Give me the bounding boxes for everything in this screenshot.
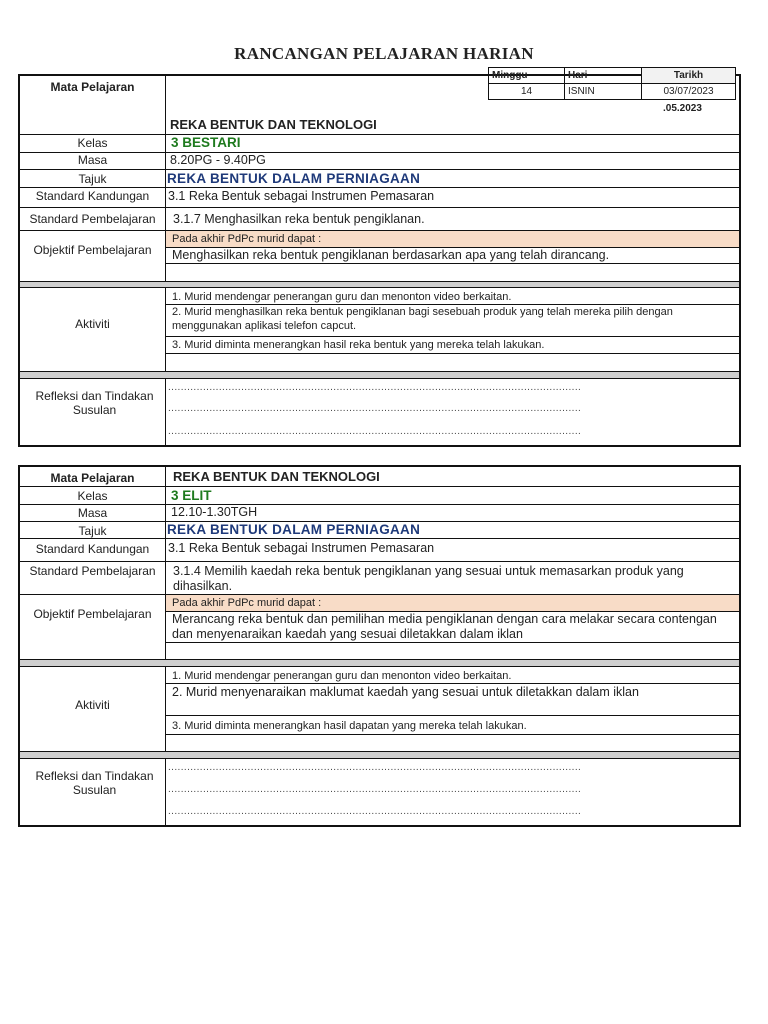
class-value: 3 ELIT	[171, 488, 212, 503]
week-value: 14	[489, 84, 565, 100]
activity-label: Aktiviti	[75, 698, 110, 712]
subject-value: REKA BENTUK DAN TEKNOLOGI	[173, 469, 380, 484]
time-value: 8.20PG - 9.40PG	[170, 153, 266, 167]
reflection-line-3: ..................................................................................................................................	[168, 426, 582, 437]
objective-value: Menghasilkan reka bentuk pengiklanan berdasarkan apa yang telah dirancang.	[172, 248, 610, 262]
activity-3: 3. Murid diminta menerangkan hasil dapatan yang mereka telah lakukan.	[172, 720, 527, 732]
time-label: Masa	[77, 153, 108, 167]
date-value: 03/07/2023	[642, 84, 736, 100]
reflection-line-1: ..................................................................................................................................	[168, 382, 582, 393]
reflection-label: Refleksi dan Tindakan Susulan	[35, 769, 154, 797]
time-label: Masa	[77, 506, 108, 520]
lesson-table-2	[18, 465, 741, 827]
reflection-label: Refleksi dan Tindakan Susulan	[35, 389, 154, 417]
page-title: RANCANGAN PELAJARAN HARIAN	[234, 44, 534, 63]
date-header-box	[488, 67, 736, 100]
reflection-line-2: ..................................................................................................................................	[168, 403, 582, 414]
day-value: ISNIN	[565, 84, 642, 100]
class-value: 3 BESTARI	[171, 135, 241, 150]
objective-intro: Pada akhir PdPc murid dapat :	[172, 233, 322, 245]
extra-date: .05.2023	[663, 103, 702, 114]
activity-1: 1. Murid mendengar penerangan guru dan menonton video berkaitan.	[172, 291, 512, 303]
activity-2: 2. Murid menghasilkan reka bentuk pengiklanan bagi sesebuah produk yang telah mereka pilih dengan menggunakan aplikasi telefon capcut.	[172, 306, 673, 332]
activity-3: 3. Murid diminta menerangkan hasil reka bentuk yang mereka telah lakukan.	[172, 339, 545, 351]
class-label: Kelas	[77, 489, 108, 503]
content-standard-value: 3.1 Reka Bentuk sebagai Instrumen Pemasaran	[168, 189, 435, 203]
objective-label: Objektif Pembelajaran	[33, 607, 152, 621]
activity-1: 1. Murid mendengar penerangan guru dan menonton video berkaitan.	[172, 670, 512, 682]
reflection-line-1: ..................................................................................................................................	[168, 762, 582, 773]
topic-label: Tajuk	[78, 524, 107, 538]
lesson-table-1	[18, 70, 741, 447]
objective-value: Merancang reka bentuk dan pemilihan media pengiklanan dengan cara melakar secara contengan dan menyenaraikan kaedah yang sesuai diletakkan dalam iklan	[172, 612, 717, 641]
date-header: Tarikh	[642, 68, 736, 84]
subject-label: Mata Pelajaran	[50, 80, 135, 94]
subject-value: REKA BENTUK DAN TEKNOLOGI	[170, 117, 377, 132]
content-standard-label: Standard Kandungan	[35, 189, 150, 203]
subject-label: Mata Pelajaran	[50, 471, 135, 485]
activity-label: Aktiviti	[75, 317, 110, 331]
topic-value: REKA BENTUK DALAM PERNIAGAAN	[167, 522, 421, 537]
time-value: 12.10-1.30TGH	[171, 505, 258, 519]
objective-intro: Pada akhir PdPc murid dapat :	[172, 597, 322, 609]
learning-standard-value: 3.1.4 Memilih kaedah reka bentuk pengiklanan yang sesuai untuk memasarkan produk yang dihasilkan.	[173, 564, 684, 593]
content-standard-label: Standard Kandungan	[35, 542, 150, 556]
learning-standard-label: Standard Pembelajaran	[29, 212, 156, 226]
week-header: Minggu	[489, 68, 565, 84]
learning-standard-value: 3.1.7 Menghasilkan reka bentuk pengiklanan.	[173, 212, 425, 226]
activity-2: 2. Murid menyenaraikan maklumat kaedah yang sesuai untuk diletakkan dalam iklan	[172, 685, 639, 699]
reflection-line-2: ..................................................................................................................................	[168, 784, 582, 795]
topic-value: REKA BENTUK DALAM PERNIAGAAN	[167, 171, 421, 186]
day-header: Hari	[565, 68, 642, 84]
class-label: Kelas	[77, 136, 108, 150]
content-standard-value: 3.1 Reka Bentuk sebagai Instrumen Pemasaran	[168, 541, 435, 555]
reflection-line-3: ..................................................................................................................................	[168, 806, 582, 817]
learning-standard-label: Standard Pembelajaran	[29, 564, 156, 578]
topic-label: Tajuk	[78, 172, 107, 186]
objective-label: Objektif Pembelajaran	[33, 243, 152, 257]
